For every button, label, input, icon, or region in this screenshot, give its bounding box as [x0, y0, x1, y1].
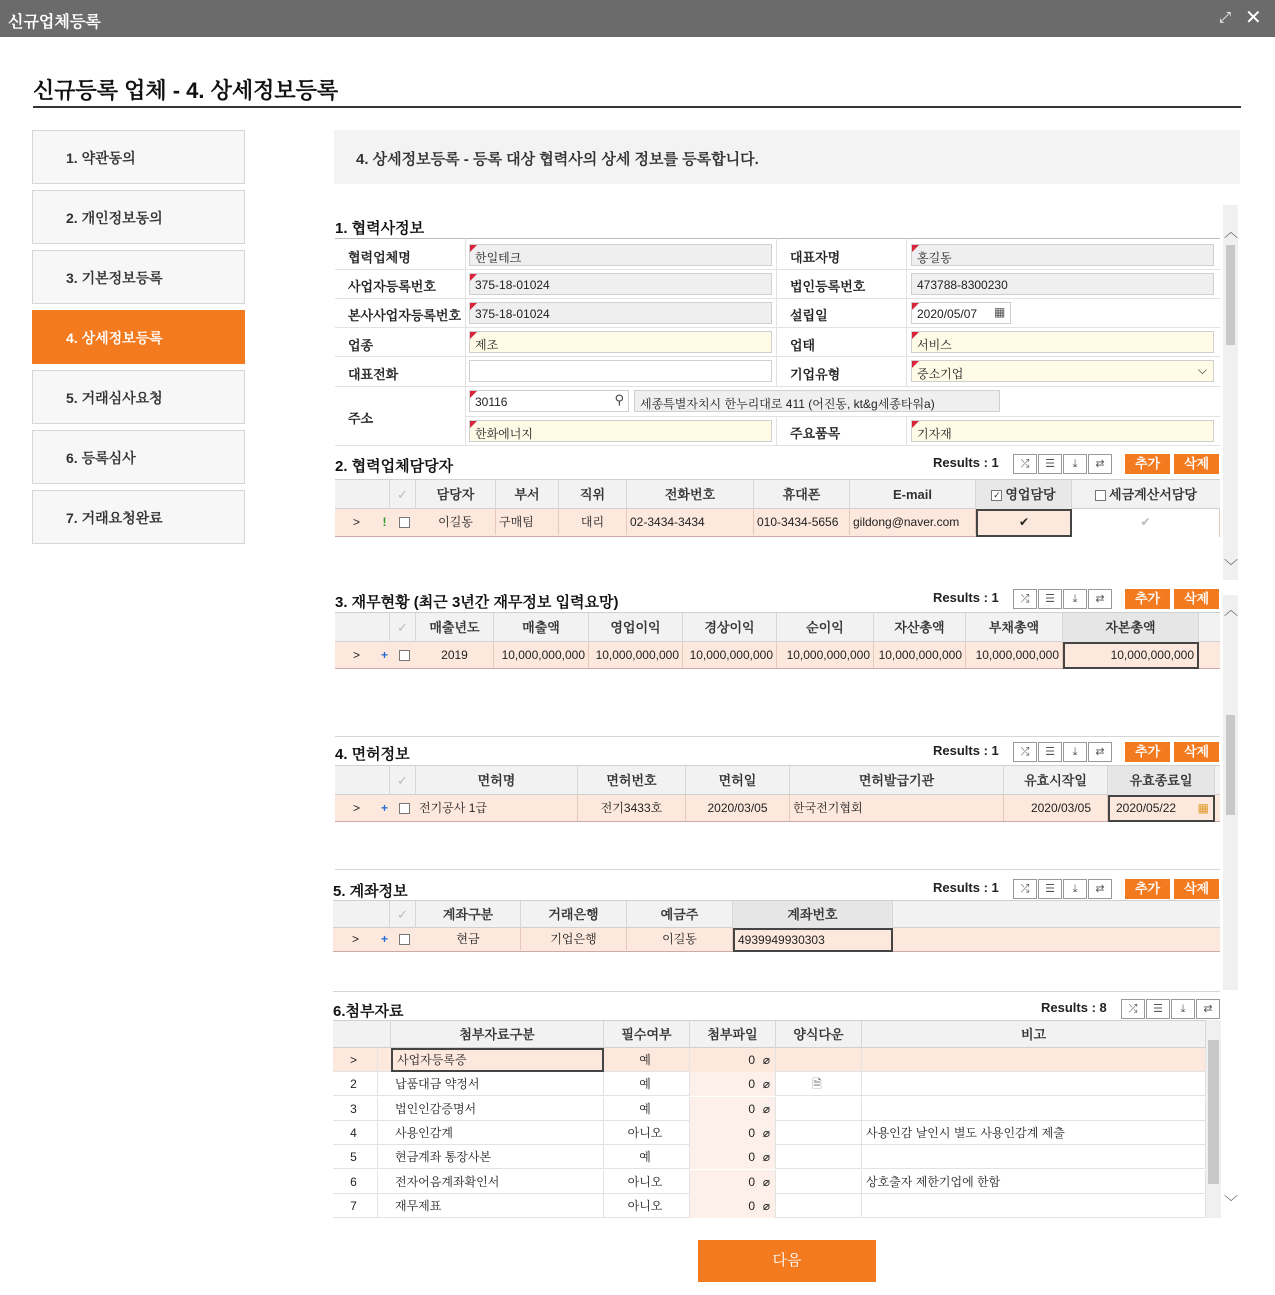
step-1[interactable]: 1. 약관동의: [32, 130, 245, 184]
attach-no-cell[interactable]: 5: [333, 1145, 378, 1169]
attach-no-cell[interactable]: 3: [333, 1097, 378, 1121]
paperclip-icon[interactable]: ⌀: [762, 1125, 770, 1140]
label-bizno: 사업자등록번호: [348, 279, 436, 294]
search-icon[interactable]: ⚲: [614, 392, 624, 407]
refresh-icon[interactable]: ⇄: [1088, 879, 1112, 899]
license-delete-button[interactable]: 삭제: [1174, 742, 1219, 762]
table-row[interactable]: [333, 1170, 1206, 1194]
document-icon[interactable]: 🗎: [812, 1077, 822, 1092]
form-download-cell[interactable]: [776, 1170, 862, 1194]
attach-note-cell[interactable]: [862, 1048, 1206, 1072]
row-checkbox[interactable]: [399, 517, 410, 528]
paperclip-icon[interactable]: ⌀: [762, 1053, 770, 1067]
chevron-down-icon: ⌵: [1197, 363, 1207, 377]
refresh-icon[interactable]: ⇄: [1088, 589, 1112, 609]
attach-grid-header: 첨부자료구분 필수여부 첨부파일 양식다운 비고: [333, 1020, 1221, 1048]
scroll-up-icon[interactable]: ︿: [1224, 224, 1238, 240]
section-attach-title: 6.첨부자료: [333, 1003, 404, 1020]
attach-name-cell[interactable]: 전자어음계좌확인서: [391, 1170, 604, 1194]
calendar-icon[interactable]: ▦: [994, 305, 1006, 319]
expand-icon[interactable]: >: [351, 932, 359, 946]
finance-add-button[interactable]: 추가: [1125, 589, 1170, 609]
label-type: 기업유형: [790, 367, 841, 382]
row-checkbox[interactable]: [399, 803, 410, 814]
refresh-icon[interactable]: ⇄: [1088, 742, 1112, 762]
license-grid-header: ✓ 면허명 면허번호 면허일 면허발급기관 유효시작일 유효종료일: [335, 765, 1220, 795]
list-icon[interactable]: ☰: [1038, 879, 1062, 899]
account-add-button[interactable]: 추가: [1125, 879, 1170, 899]
label-products: 주요품목: [790, 426, 841, 441]
refresh-icon[interactable]: ⇄: [1088, 454, 1112, 474]
sales-manager-check-icon[interactable]: ✔: [976, 509, 1072, 537]
label-corpno: 법인등록번호: [790, 279, 866, 294]
address1-field[interactable]: 세종특별자치시 한누리대로 411 (어진동, kt&g세종타워a): [634, 390, 1000, 412]
filter-icon[interactable]: ⤮: [1013, 879, 1037, 899]
scroll-down-icon[interactable]: ﹀: [1224, 558, 1238, 574]
page-title: 신규등록 업체 - 4. 상세정보등록: [33, 78, 339, 103]
form-download-cell[interactable]: [776, 1145, 862, 1169]
contacts-grid-header: ✓ 담당자 부서 직위 전화번호 휴대폰 E-mail ✓ 영업담당 세금계산서담당: [335, 479, 1220, 509]
table-row[interactable]: > ! 이길동 구매팀 대리 02-3434-3434 010-3434-5656 gildong@naver.com ✔ ✔: [335, 509, 1220, 537]
table-row[interactable]: [333, 1048, 1206, 1072]
section-partner-title: 1. 협력사정보: [335, 220, 425, 237]
section-finance-title: 3. 재무현황 (최근 3년간 재무정보 입력요망): [335, 594, 619, 611]
info-box: 4. 상세정보등록 - 등록 대상 협력사의 상세 정보를 등록합니다.: [334, 130, 1240, 184]
attach-file-cell[interactable]: 0 ⌀: [690, 1121, 776, 1145]
products-field[interactable]: 기자재: [911, 420, 1214, 442]
company-type-select[interactable]: 중소기업 ⌵: [911, 360, 1214, 382]
row-checkbox[interactable]: [399, 934, 410, 945]
attach-req-cell[interactable]: 예: [604, 1072, 690, 1096]
license-results: Results : 1: [933, 743, 999, 758]
attach-results: Results : 8: [1041, 1000, 1107, 1015]
list-icon[interactable]: ☰: [1146, 999, 1170, 1019]
paperclip-icon[interactable]: ⌀: [762, 1174, 770, 1189]
scroll-down-icon[interactable]: ﹀: [1224, 1194, 1238, 1210]
list-icon[interactable]: ☰: [1038, 454, 1062, 474]
label-hqbizno: 본사사업자등록번호: [348, 308, 462, 323]
attach-name-cell[interactable]: 법인인감증명서: [391, 1097, 604, 1121]
label-industry: 업종: [348, 338, 374, 353]
founded-date-field[interactable]: 2020/05/07 ▦: [911, 302, 1011, 324]
list-icon[interactable]: ☰: [1038, 742, 1062, 762]
paperclip-icon[interactable]: ⌀: [762, 1077, 770, 1092]
table-row[interactable]: [333, 1194, 1206, 1218]
attach-name-cell[interactable]: 사업자등록증: [391, 1048, 604, 1072]
main-scrollbar[interactable]: [1223, 205, 1238, 580]
table-row[interactable]: [333, 1121, 1206, 1145]
attach-name-cell[interactable]: 재무제표: [391, 1194, 604, 1218]
status-icon: !: [382, 515, 387, 529]
attach-file-cell[interactable]: 0 ⌀: [690, 1072, 776, 1096]
attach-no-cell[interactable]: 6: [333, 1170, 378, 1194]
step-7[interactable]: 7. 거래요청완료: [32, 490, 245, 544]
attach-file-cell[interactable]: 0 ⌀: [690, 1048, 776, 1072]
attach-no-cell[interactable]: >: [333, 1048, 378, 1072]
add-row-icon: +: [380, 801, 388, 815]
bizitem-field[interactable]: 서비스: [911, 331, 1214, 353]
attach-note-cell[interactable]: [862, 1097, 1206, 1121]
label-founded: 설립일: [790, 308, 828, 323]
address2-field[interactable]: 한화에너지: [469, 420, 772, 442]
label-company: 협력업체명: [348, 250, 411, 265]
account-delete-button[interactable]: 삭제: [1174, 879, 1219, 899]
step-5[interactable]: 5. 거래심사요청: [32, 370, 245, 424]
label-address: 주소: [348, 411, 374, 426]
calendar-icon[interactable]: ▦: [1197, 801, 1209, 815]
download-icon[interactable]: ⤓: [1063, 454, 1087, 474]
contacts-add-button[interactable]: 추가: [1125, 454, 1170, 474]
table-row[interactable]: [333, 1072, 1206, 1096]
expand-icon[interactable]: >: [352, 515, 360, 529]
table-row[interactable]: > + 전기공사 1급 전기3433호 2020/03/05 한국전기협회 2020/03/05 2020/05/22 ▦: [335, 795, 1220, 822]
company-field[interactable]: 한일테크: [469, 244, 772, 266]
account-grid-header: ✓ 계좌구분 거래은행 예금주 계좌번호: [333, 900, 1220, 928]
title-divider: [33, 106, 1241, 108]
zipcode-field[interactable]: 30116 ⚲: [469, 390, 629, 412]
tax-manager-checkbox[interactable]: [1095, 490, 1106, 501]
attach-note-cell[interactable]: [862, 1194, 1206, 1218]
label-ceo: 대표자명: [790, 250, 841, 265]
window-titlebar: [0, 0, 1275, 37]
section-contacts-title: 2. 협력업체담당자: [335, 458, 454, 475]
sales-manager-checkbox[interactable]: ✓: [993, 490, 1001, 501]
form-download-cell[interactable]: [776, 1121, 862, 1145]
account-results: Results : 1: [933, 880, 999, 895]
attach-req-cell[interactable]: 아니오: [604, 1194, 690, 1218]
filter-icon[interactable]: ⤮: [1013, 742, 1037, 762]
form-download-cell[interactable]: [776, 1194, 862, 1218]
step-6[interactable]: 6. 등록심사: [32, 430, 245, 484]
close-icon[interactable]: ✕: [1245, 7, 1262, 29]
form-download-cell[interactable]: [776, 1097, 862, 1121]
attach-req-cell[interactable]: 예: [604, 1097, 690, 1121]
filter-icon[interactable]: ⤮: [1013, 589, 1037, 609]
hqbizno-field[interactable]: 375-18-01024: [469, 302, 772, 324]
form-download-cell[interactable]: [776, 1072, 862, 1096]
attach-req-cell[interactable]: 아니오: [604, 1170, 690, 1194]
expand-icon[interactable]: >: [352, 801, 360, 815]
secondary-scrollbar[interactable]: [1223, 595, 1238, 990]
check-icon: ✓: [390, 901, 416, 928]
label-bizitem: 업태: [790, 338, 816, 353]
attach-no-cell[interactable]: 2: [333, 1072, 378, 1096]
step-3[interactable]: 3. 기본정보등록: [32, 250, 245, 304]
attach-file-cell[interactable]: 0 ⌀: [690, 1097, 776, 1121]
filter-icon[interactable]: ⤮: [1121, 999, 1145, 1019]
add-row-icon: +: [380, 648, 388, 662]
step-2[interactable]: 2. 개인정보동의: [32, 190, 245, 244]
next-button[interactable]: 다음: [698, 1240, 876, 1282]
maximize-icon[interactable]: ⤢: [1219, 9, 1232, 26]
table-row[interactable]: [333, 1145, 1206, 1169]
attach-note-cell[interactable]: [862, 1072, 1206, 1096]
form-download-cell[interactable]: [776, 1048, 862, 1072]
paperclip-icon[interactable]: ⌀: [762, 1101, 770, 1116]
attach-name-cell[interactable]: 현금계좌 통장사본: [391, 1145, 604, 1169]
attach-name-cell[interactable]: 납품대금 약정서: [391, 1072, 604, 1096]
download-icon[interactable]: ⤓: [1063, 879, 1087, 899]
table-row[interactable]: > + 현금 기업은행 이길동 4939949930303: [333, 928, 1220, 952]
attach-file-cell[interactable]: 0 ⌀: [690, 1145, 776, 1169]
check-icon: ✓: [390, 613, 416, 642]
tax-manager-check-icon[interactable]: ✔: [1072, 509, 1220, 537]
download-icon[interactable]: ⤓: [1063, 589, 1087, 609]
attach-no-cell[interactable]: 4: [333, 1121, 378, 1145]
window-title: 신규업체등록: [8, 14, 101, 31]
phone-field[interactable]: [469, 360, 772, 382]
attach-req-cell[interactable]: 아니오: [604, 1121, 690, 1145]
download-icon[interactable]: ⤓: [1063, 742, 1087, 762]
list-icon[interactable]: ☰: [1038, 589, 1062, 609]
attach-name-cell[interactable]: 사용인감계: [391, 1121, 604, 1145]
scroll-up-icon[interactable]: ︿: [1224, 602, 1238, 618]
industry-field[interactable]: 제조: [469, 331, 772, 353]
corpno-field[interactable]: 473788-8300230: [911, 273, 1214, 295]
filter-icon[interactable]: ⤮: [1013, 454, 1037, 474]
attach-req-cell[interactable]: 예: [604, 1145, 690, 1169]
finance-results: Results : 1: [933, 590, 999, 605]
attach-note-cell[interactable]: 상호출자 제한기업에 한함: [862, 1170, 1206, 1194]
step-4[interactable]: 4. 상세정보등록: [32, 310, 245, 364]
attach-no-cell[interactable]: 7: [333, 1194, 378, 1218]
row-checkbox[interactable]: [399, 650, 410, 661]
section-account-title: 5. 계좌정보: [333, 883, 408, 900]
ceo-field[interactable]: 홍길동: [911, 244, 1214, 266]
paperclip-icon[interactable]: ⌀: [762, 1150, 770, 1165]
finance-grid-header: ✓ 매출년도 매출액 영업이익 경상이익 순이익 자산총액 부채총액 자본총액: [335, 612, 1220, 642]
attach-file-cell[interactable]: 0 ⌀: [690, 1194, 776, 1218]
attach-file-cell[interactable]: 0 ⌀: [690, 1170, 776, 1194]
contacts-results: Results : 1: [933, 455, 999, 470]
section-license-title: 4. 면허정보: [335, 746, 410, 763]
download-icon[interactable]: ⤓: [1171, 999, 1195, 1019]
check-icon: ✓: [390, 480, 416, 509]
attach-note-cell[interactable]: [862, 1145, 1206, 1169]
table-row[interactable]: [333, 1097, 1206, 1121]
attach-note-cell[interactable]: 사용인감 날인시 별도 사용인감계 제출: [862, 1121, 1206, 1145]
license-add-button[interactable]: 추가: [1125, 742, 1170, 762]
paperclip-icon[interactable]: ⌀: [762, 1198, 770, 1213]
attach-scrollbar[interactable]: [1206, 1020, 1221, 1218]
expand-icon[interactable]: >: [352, 648, 360, 662]
add-row-icon: +: [380, 932, 388, 946]
refresh-icon[interactable]: ⇄: [1196, 999, 1220, 1019]
table-row[interactable]: > + 2019 10,000,000,000 10,000,000,000 10,000,000,000 10,000,000,000 10,000,000,000 10,000,000,000 10,000,000,000: [335, 642, 1220, 669]
contacts-delete-button[interactable]: 삭제: [1174, 454, 1219, 474]
finance-delete-button[interactable]: 삭제: [1174, 589, 1219, 609]
attach-grid-body: [333, 1048, 1206, 1218]
attach-req-cell[interactable]: 예: [604, 1048, 690, 1072]
bizno-field[interactable]: 375-18-01024: [469, 273, 772, 295]
check-icon: ✓: [390, 766, 416, 795]
label-phone: 대표전화: [348, 367, 399, 382]
